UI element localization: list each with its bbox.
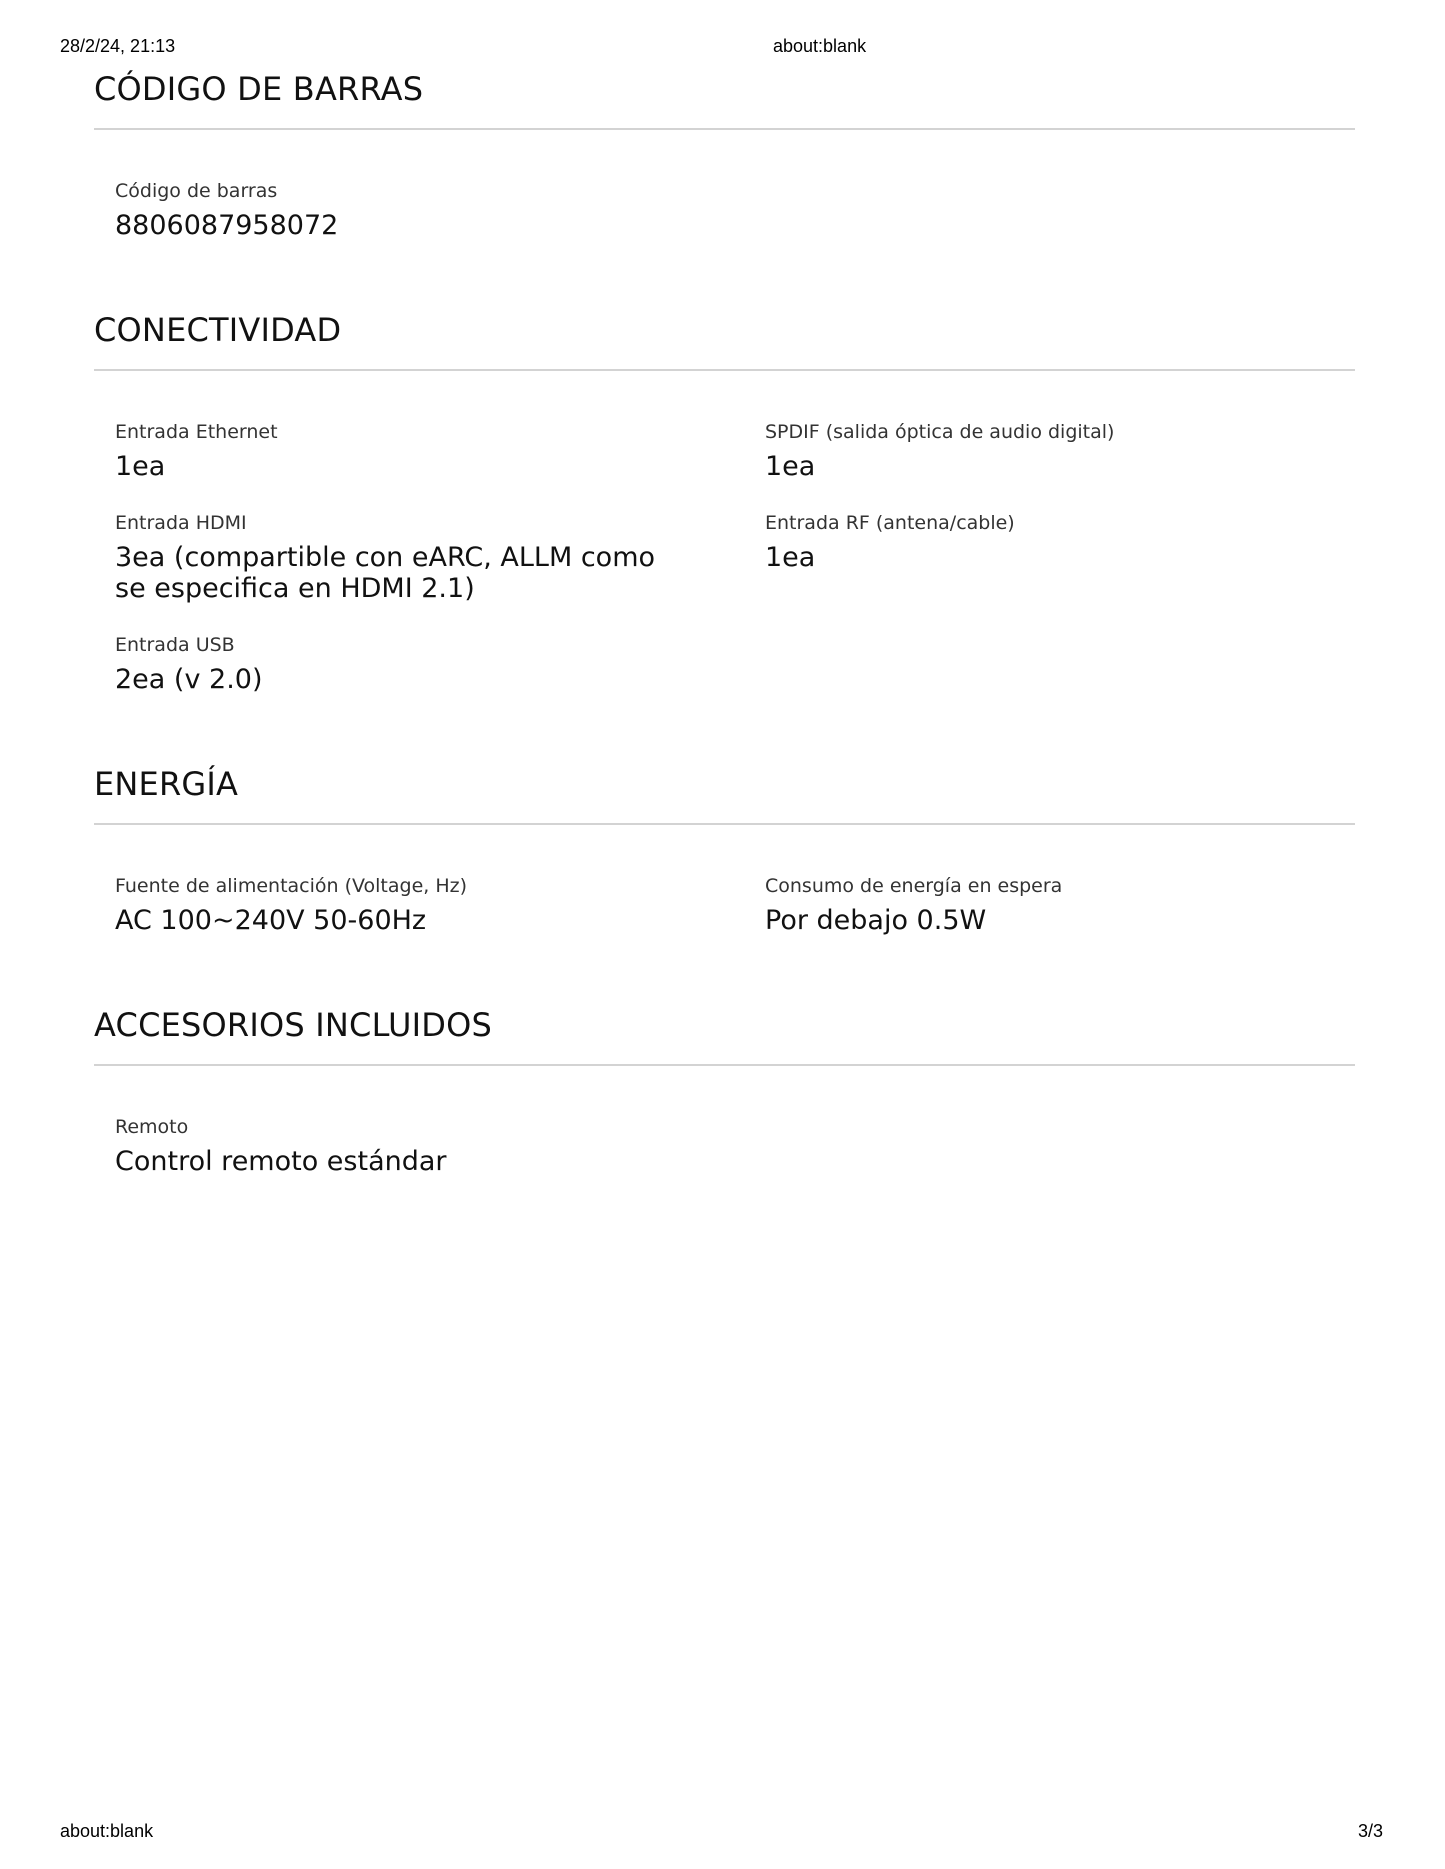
spec-column-right (765, 873, 1376, 964)
print-header-url: about:blank (773, 36, 867, 56)
spec-column-left (115, 873, 765, 964)
spec-label: Entrada Ethernet (115, 421, 278, 443)
section-accesorios-incluidos (94, 1002, 1355, 1205)
spec-item-spdif (765, 419, 1376, 482)
print-footer-url: about:blank (60, 1821, 154, 1841)
spec-grid (94, 371, 1355, 723)
spec-label: Código de barras (115, 180, 278, 202)
spec-value: Por debajo 0.5W (765, 905, 987, 936)
spec-value: 1ea (765, 451, 816, 482)
spec-item-consumo-en-espera (765, 873, 1376, 936)
spec-grid (94, 1066, 1355, 1205)
spec-column-right (765, 178, 1376, 269)
spec-value: AC 100~240V 50-60Hz (115, 905, 427, 936)
spec-column-left (115, 419, 765, 723)
spec-label: Entrada USB (115, 634, 235, 656)
spec-item-entrada-usb (115, 632, 765, 695)
spec-grid (94, 825, 1355, 964)
print-header-datetime: 28/2/24, 21:13 (60, 36, 176, 56)
spec-column-right (765, 419, 1376, 723)
spec-grid (94, 130, 1355, 269)
spec-item-codigo-de-barras (115, 178, 765, 241)
spec-item-fuente-de-alimentacion (115, 873, 765, 936)
spec-item-entrada-rf (765, 510, 1376, 573)
spec-value: 2ea (v 2.0) (115, 664, 263, 695)
spec-label: Entrada HDMI (115, 512, 247, 534)
section-energia (94, 761, 1355, 964)
section-title: ACCESORIOS INCLUIDOS (94, 1006, 493, 1044)
spec-value: 1ea (115, 451, 166, 482)
spec-value: 1ea (765, 542, 816, 573)
section-title: CONECTIVIDAD (94, 311, 342, 349)
spec-column-right (765, 1114, 1376, 1205)
section-title: CÓDIGO DE BARRAS (94, 70, 424, 108)
print-footer-page-number: 3/3 (1357, 1821, 1383, 1841)
section-codigo-de-barras (94, 66, 1355, 269)
spec-value: 8806087958072 (115, 210, 339, 241)
spec-label: SPDIF (salida óptica de audio digital) (765, 421, 1115, 443)
spec-content (94, 66, 1355, 1205)
spec-value: 3ea (compartible con eARC, ALLM como se especifica en HDMI 2.1) (115, 542, 656, 604)
section-conectividad (94, 307, 1355, 723)
spec-column-left (115, 1114, 765, 1205)
section-title: ENERGÍA (94, 765, 239, 803)
spec-item-entrada-hdmi (115, 510, 765, 604)
spec-label: Entrada RF (antena/cable) (765, 512, 1015, 534)
spec-label: Remoto (115, 1116, 189, 1138)
spec-value: Control remoto estándar (115, 1146, 447, 1177)
spec-item-remoto (115, 1114, 765, 1177)
spec-item-entrada-ethernet (115, 419, 765, 482)
spec-column-left (115, 178, 765, 269)
spec-label: Fuente de alimentación (Voltage, Hz) (115, 875, 468, 897)
spec-label: Consumo de energía en espera (765, 875, 1063, 897)
